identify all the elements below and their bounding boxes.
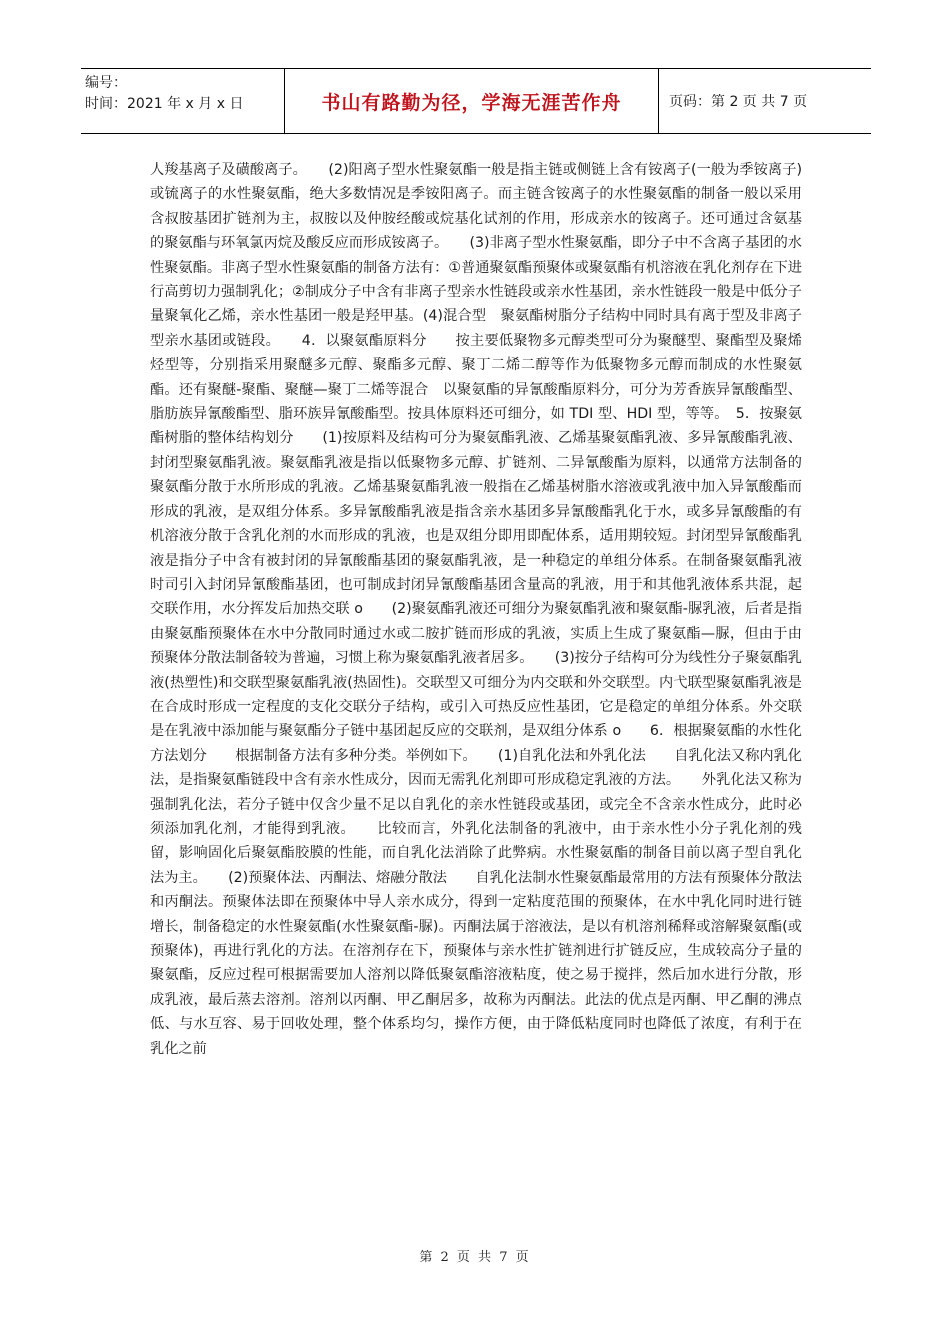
document-body — [150, 158, 802, 1061]
document-date-label: 时间：2021 年 x 月 x 日 — [85, 96, 244, 112]
header-page-info: 页码：第 2 页 共 7 页 — [669, 94, 808, 110]
page-footer: 第 2 页 共 7 页 — [419, 1250, 531, 1265]
header-motto: 书山有路勤为径，学海无涯苦作舟 — [285, 69, 659, 133]
header-meta-cell — [81, 69, 285, 133]
body-paragraph: 人羧基离子及磺酸离子。 (2)阳离子型水性聚氨酯一般是指主链或侧链上含有铵离子(一般为季铵离子)或锍离子的水性聚氨酯，绝大多数情况是季铵阳离子。而主链含铵离子的水性聚氨酯的制备一般以采用含叔胺基团扩链剂为主，叔胺以及仲胺经酸或烷基化试剂的作用，形成亲水的铵离子。还可通过含氨基的聚氨酯与环氧氯丙烷及酸反应而形成铵离子。 (3)非离子型水性聚氨酯，即分子中不含离子基团的水性聚氨酯。非离子型水性聚氨酯的制备方法有：①普通聚氨酯预聚体或聚氨酯有机溶液在乳化剂存在下进行高剪切力强制乳化；②制成分子中含有非离子型亲水性链段或亲水性基团，亲水性链段一般是中低分子量聚氧化乙烯，亲水性基团一般是羟甲基。(4)混合型 聚氨酯树脂分子结构中同时具有离于型及非离子型亲水基团或链段。 4．以聚氨酯原料分 按主要低聚物多元醇类型可分为聚醚型、聚酯型及聚烯烃型等，分别指采用聚醚多元醇、聚酯多元醇、聚丁二烯二醇等作为低聚物多元醇而制成的水性聚氨酯。还有聚醚-聚酯、聚醚—聚丁二烯等混合 以聚氨酯的异氰酸酯原料分，可分为芳香族异氰酸酯型、脂肪族异氰酸酯型、脂环族异氰酸酯型。按具体原料还可细分，如 TDI 型、HDI 型，等等。 5．按聚氨酯树脂的整体结构划分 (1)按原料及结构可分为聚氨酯乳液、乙烯基聚氨酯乳液、多异氰酸酯乳液、封闭型聚氨酯乳液。聚氨酯乳液是指以低聚物多元醇、扩链剂、二异氰酸酯为原料，以通常方法制备的聚氨酯分散于水所形成的乳液。乙烯基聚氨酯乳液一般指在乙烯基树脂水溶液或乳液中加入异氰酸酯而形成的乳液，是双组分体系。多异氰酸酯乳液是指含亲水基团多异氰酸酯乳化于水，或多异氰酸酯的有机溶液分散于含乳化剂的水而形成的乳液，也是双组分即用即配体系，适用期较短。封闭型异氰酸酯乳液是指分子中含有被封闭的异氰酸酯基团的聚氨酯乳液，是一种稳定的单组分体系。在制备聚氨酯乳液时司引入封闭异氰酸酯基团，也可制成封闭异氰酸酯基团含量高的乳液，用于和其他乳液体系共混，起交联作用，水分挥发后加热交联 o (2)聚氨酯乳液还可细分为聚氨酯乳液和聚氨酯-脲乳液，后者是指由聚氨酯预聚体在水中分散同时通过水或二胺扩链而形成的乳液，实质上生成了聚氨酯—脲，但由于由预聚体分散法制备较为普遍，习惯上称为聚氨酯乳液者居多。 (3)按分子结构可分为线性分子聚氨酯乳液(热塑性)和交联型聚氨酯乳液(热固性)。交联型又可细分为内交联和外交联型。内弋联型聚氨酯乳液是在合成时形成一定程度的支化交联分子结构，或引入可热反应性基团，它是稳定的单组分体系。外交联是在乳液中添加能与聚氨酯分子链中基团起反应的交联剂，是双组分体系 o 6．根据聚氨酯的水性化方法划分 根据制备方法有多种分类。举例如下。 (1)自乳化法和外乳化法 自乳化法又称内乳化法，是指聚氨酯链段中含有亲水性成分，因而无需乳化剂即可形成稳定乳液的方法。 外乳化法又称为强制乳化法，若分子链中仅含少量不足以自乳化的亲水性链段或基团，或完全不含亲水性成分，此时必须添加乳化剂，才能得到乳液。 比较而言，外乳化法制备的乳液中，由于亲水性小分子乳化剂的残留，影响固化后聚氨酯胶膜的性能，而自乳化法消除了此弊病。水性聚氨酯的制备目前以离子型自乳化法为主。 (2)预聚体法、丙酮法、熔融分散法 自乳化法制水性聚氨酯最常用的方法有预聚体分散法和丙酮法。预聚体法即在预聚体中导人亲水成分，得到一定粘度范围的预聚体，在水中乳化同时进行链增长，制备稳定的水性聚氨酯(水性聚氨酯-脲)。丙酮法属于溶液法，是以有机溶剂稀释或溶解聚氨酯(或预聚体)，再进行乳化的方法。在溶剂存在下，预聚体与亲水性扩链剂进行扩链反应，生成较高分子量的聚氨酯，反应过程可根据需要加人溶剂以降低聚氨酯溶液粘度，使之易于搅拌，然后加水进行分散，形成乳液，最后蒸去溶剂。溶剂以丙酮、甲乙酮居多，故称为丙酮法。此法的优点是丙酮、甲乙酮的沸点低、与水互容、易于回收处理，整个体系均匀，操作方便，由于降低粘度同时也降低了浓度，有利于在乳化之前 — [150, 162, 802, 1057]
page-header — [81, 68, 871, 134]
document-number-label: 编号： — [85, 75, 127, 91]
